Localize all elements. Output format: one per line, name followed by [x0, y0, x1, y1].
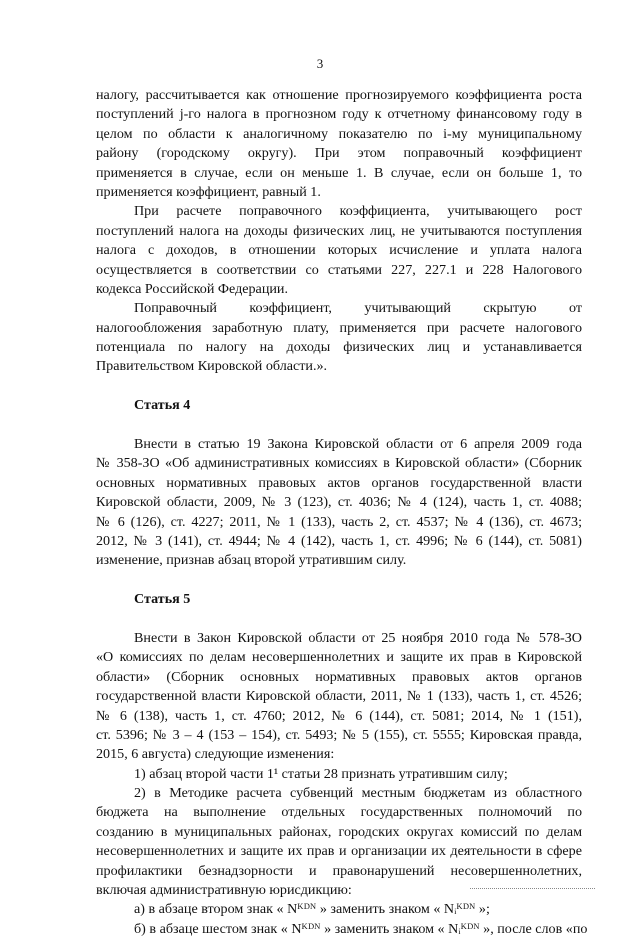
text-line: профилактики безнадзорности и правонарушений несовершеннолетних, [96, 862, 582, 879]
text-line: поступлений j-го налога в прогнозном году к отчетному финансовому году в [96, 106, 582, 123]
footer-divider [470, 888, 595, 889]
text-line: 2015, 6 августа) следующие изменения: [96, 746, 335, 763]
text-line: применяется коэффициент, равный 1. [96, 183, 321, 200]
blank-line [96, 571, 582, 590]
blank-line [96, 377, 582, 396]
text-line: № 358-ЗО «Об административных комиссиях в Кировской области» (Сборник [96, 455, 582, 472]
text-line: 2012, № 3 (141), ст. 4944; № 4 (142), часть 1, ст. 4996; № 6 (144), ст. 5081) [96, 532, 582, 549]
text-line: бюджета на выполнение отдельных государственных полномочий по [96, 804, 582, 821]
text-line: Внести в Закон Кировской области от 25 ноября 2010 года № 578-ЗО [134, 629, 582, 646]
text-line: государственной власти Кировской области, 2011, № 1 (133), часть 1, ст. 4526; [96, 688, 582, 705]
text-line: б) в абзаце шестом знак « Nᴷᴰᴺ » заменить знаком « Nᵢᴷᴰᴺ », после слов «по [134, 920, 588, 937]
text-line: а) в абзаце втором знак « Nᴷᴰᴺ » заменить знаком « Nᵢᴷᴰᴺ »; [134, 901, 490, 918]
text-line: созданию в муниципальных районах, городских округах комиссий по делам [96, 823, 582, 840]
text-line: области» (Сборник основных нормативных правовых актов органов [96, 668, 582, 685]
text-line: № 6 (138), часть 1, ст. 4760; 2012, № 6 (144), ст. 5081; 2014, № 1 (151), [96, 707, 582, 724]
text-line: налога с доходов, в отношении которых исчисление и уплата налога [96, 242, 582, 259]
text-line: осуществляется в соответствии со статьями 227, 227.1 и 228 Налогового [96, 261, 582, 278]
blank-line [96, 416, 582, 435]
document-body [96, 86, 588, 939]
text-line: включая административную юрисдикцию: [96, 882, 352, 899]
text-line: Внести в статью 19 Закона Кировской области от 6 апреля 2009 года [134, 436, 582, 453]
page-number: 3 [316, 56, 324, 71]
text-line: основных нормативных правовых актов органов государственной власти [96, 474, 582, 491]
text-line: 2) в Методике расчета субвенций местным бюджетам из областного [134, 785, 582, 802]
text-line: применяется в случае, если он меньше 1. В случае, если он больше 1, то [96, 164, 582, 181]
article-heading: Статья 5 [134, 591, 191, 608]
text-line: кодекса Российской Федерации. [96, 280, 288, 297]
blank-line [96, 610, 582, 629]
text-line: налогообложения заработную плату, применяется при расчете налогового [96, 319, 582, 336]
text-line: несовершеннолетних и защите их прав и организации их деятельности в сфере [96, 843, 582, 860]
text-line: Правительством Кировской области.». [96, 358, 328, 375]
text-line: целом по области к аналогичному показателю по i-му муниципальному [96, 125, 582, 142]
article-heading: Статья 4 [134, 397, 191, 414]
text-line: Кировской области, 2009, № 3 (123), ст. 4036; № 4 (124), часть 1, ст. 4088; [96, 494, 582, 511]
text-line: № 6 (126), ст. 4227; 2011, № 1 (133), часть 2, ст. 4537; № 4 (136), ст. 4673; [96, 513, 582, 530]
text-line: поступлений налога на доходы физических лиц, не учитываются поступления [96, 222, 582, 239]
text-line: Поправочный коэффициент, учитывающий скрытую от [134, 300, 582, 317]
text-line: району (городскому округу). При этом поправочный коэффициент [96, 145, 582, 162]
text-line: «О комиссиях по делам несовершеннолетних и защите их прав в Кировской [96, 649, 582, 666]
text-line: изменение, признав абзац второй утратившим силу. [96, 552, 407, 569]
text-line: 1) абзац второй части 1¹ статьи 28 признать утратившим силу; [134, 765, 508, 782]
text-line: ст. 5396; № 3 – 4 (153 – 154), ст. 5493; № 5 (155), ст. 5555; Кировская правда, [96, 726, 582, 743]
text-line: потенциала по налогу на доходы физических лиц и устанавливается [96, 339, 582, 356]
text-line: При расчете поправочного коэффициента, учитывающего рост [134, 203, 582, 220]
text-line: налогу, рассчитывается как отношение прогнозируемого коэффициента роста [96, 87, 582, 103]
